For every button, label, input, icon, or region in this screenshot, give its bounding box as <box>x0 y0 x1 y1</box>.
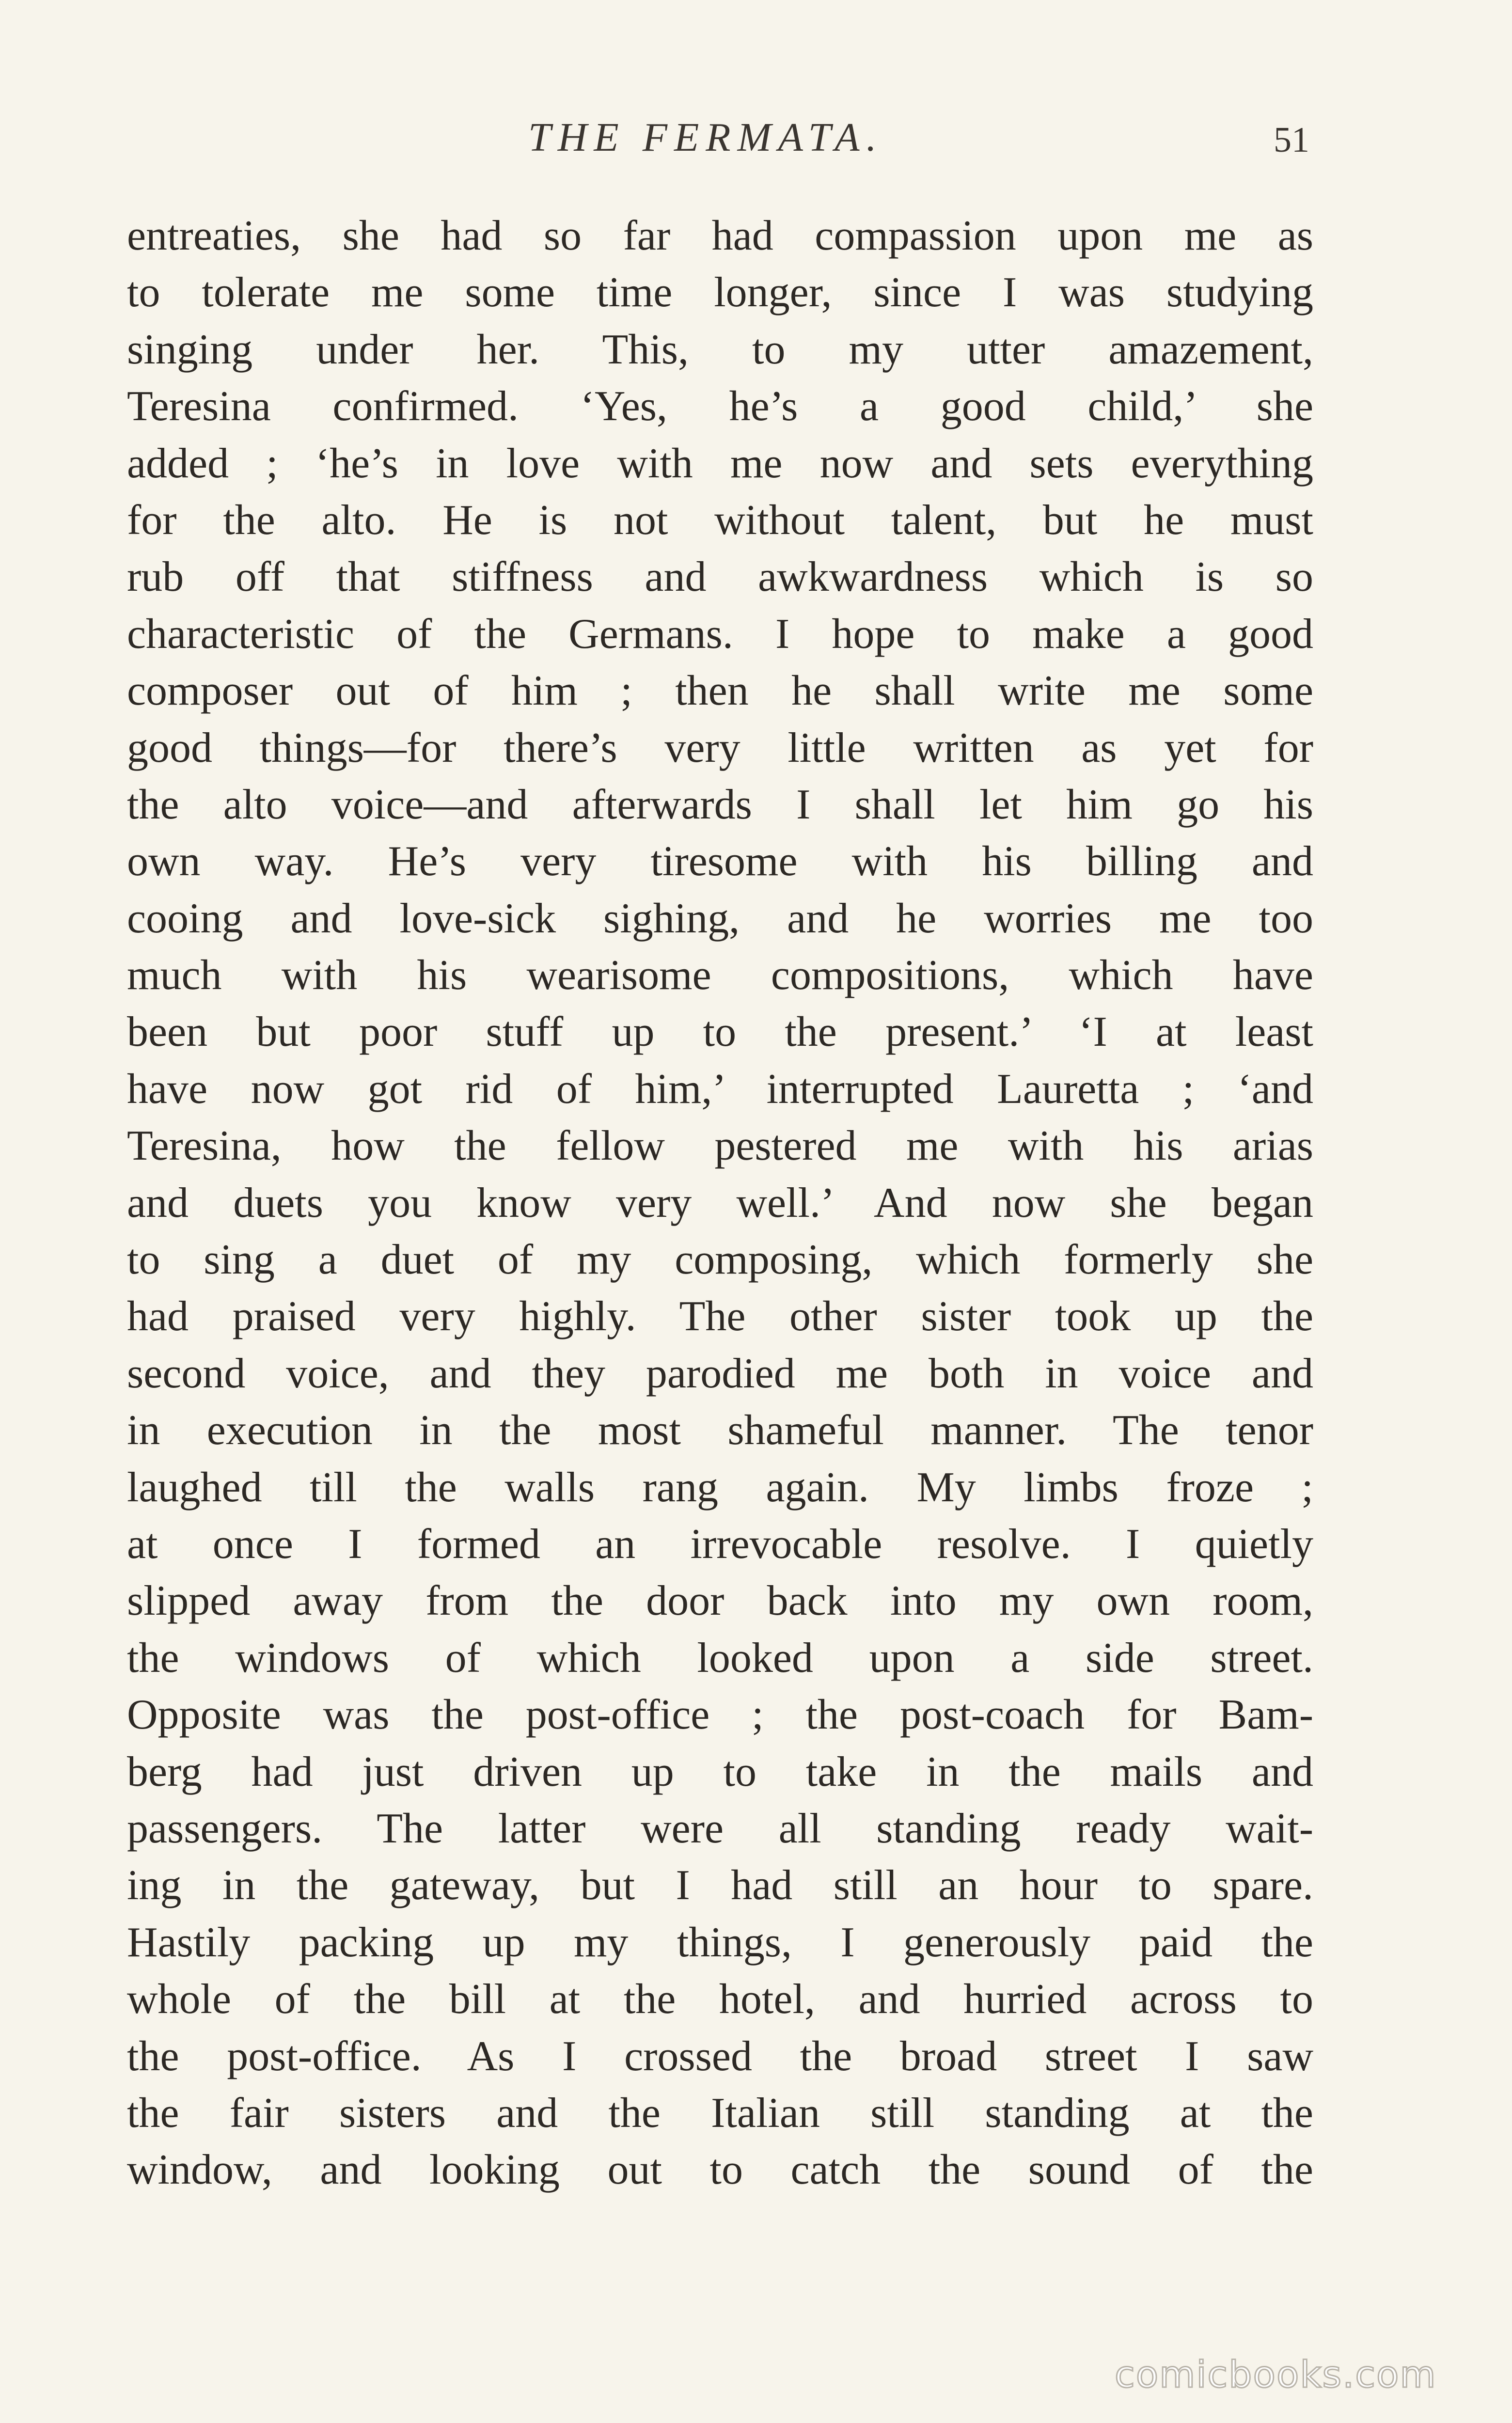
text-line: the alto voice—and afterwards I shall let him go his <box>127 781 1313 828</box>
text-line: passengers. The latter were all standing ready wait- <box>127 1805 1313 1852</box>
text-line: entreaties, she had so far had compassion upon me as <box>127 212 1313 259</box>
text-line: berg had just driven up to take in the mails and <box>127 1748 1313 1795</box>
text-line: the windows of which looked upon a side street. <box>127 1634 1313 1682</box>
text-line: had praised very highly. The other sister took up the <box>127 1293 1313 1340</box>
text-line: rub off that stiffness and awkwardness which is so <box>127 553 1313 601</box>
text-line: own way. He’s very tiresome with his billing and <box>127 838 1313 885</box>
running-head <box>0 109 1512 162</box>
text-line: at once I formed an irrevocable resolve. I quietly <box>127 1520 1313 1568</box>
text-line: slipped away from the door back into my own room, <box>127 1577 1313 1625</box>
text-line: to sing a duet of my composing, which formerly she <box>127 1236 1313 1284</box>
text-line: in execution in the most shameful manner. The tenor <box>127 1407 1313 1454</box>
text-line: Opposite was the post-office ; the post-coach for Bam- <box>127 1691 1313 1739</box>
watermark: comicbooks.com <box>1115 2353 1437 2396</box>
text-line: for the alto. He is not without talent, but he must <box>127 496 1313 544</box>
text-line: laughed till the walls rang again. My limbs froze ; <box>127 1463 1313 1511</box>
text-line: the fair sisters and the Italian still standing at the <box>127 2089 1313 2137</box>
text-line: added ; ‘he’s in love with me now and sets everything <box>127 440 1313 487</box>
text-line: whole of the bill at the hotel, and hurried across to <box>127 1976 1313 2023</box>
text-line: much with his wearisome compositions, which have <box>127 952 1313 999</box>
text-line: and duets you know very well.’ And now she began <box>127 1179 1313 1227</box>
text-line: window, and looking out to catch the sound of the <box>127 2146 1313 2194</box>
page-number: 51 <box>1274 120 1309 160</box>
text-line: ing in the gateway, but I had still an hour to spare. <box>127 1862 1313 1909</box>
text-line: to tolerate me some time longer, since I was studying <box>127 269 1313 316</box>
text-line: singing under her. This, to my utter amazement, <box>127 326 1313 373</box>
text-line: the post-office. As I crossed the broad street I saw <box>127 2032 1313 2080</box>
body-text <box>127 207 1313 2199</box>
text-line: good things—for there’s very little written as yet for <box>127 724 1313 771</box>
text-line: cooing and love-sick sighing, and he worries me too <box>127 895 1313 942</box>
text-line: characteristic of the Germans. I hope to make a good <box>127 610 1313 658</box>
text-line: been but poor stuff up to the present.’ ‘I at least <box>127 1008 1313 1056</box>
text-line: Teresina confirmed. ‘Yes, he’s a good child,’ she <box>127 383 1313 430</box>
text-line: Hastily packing up my things, I generously paid the <box>127 1919 1313 1966</box>
text-line: have now got rid of him,’ interrupted Lauretta ; ‘and <box>127 1065 1313 1113</box>
text-line: composer out of him ; then he shall write me some <box>127 667 1313 715</box>
running-title: THE FERMATA. <box>528 115 883 160</box>
text-line: second voice, and they parodied me both in voice and <box>127 1350 1313 1397</box>
text-line: Teresina, how the fellow pestered me with his arias <box>127 1122 1313 1170</box>
